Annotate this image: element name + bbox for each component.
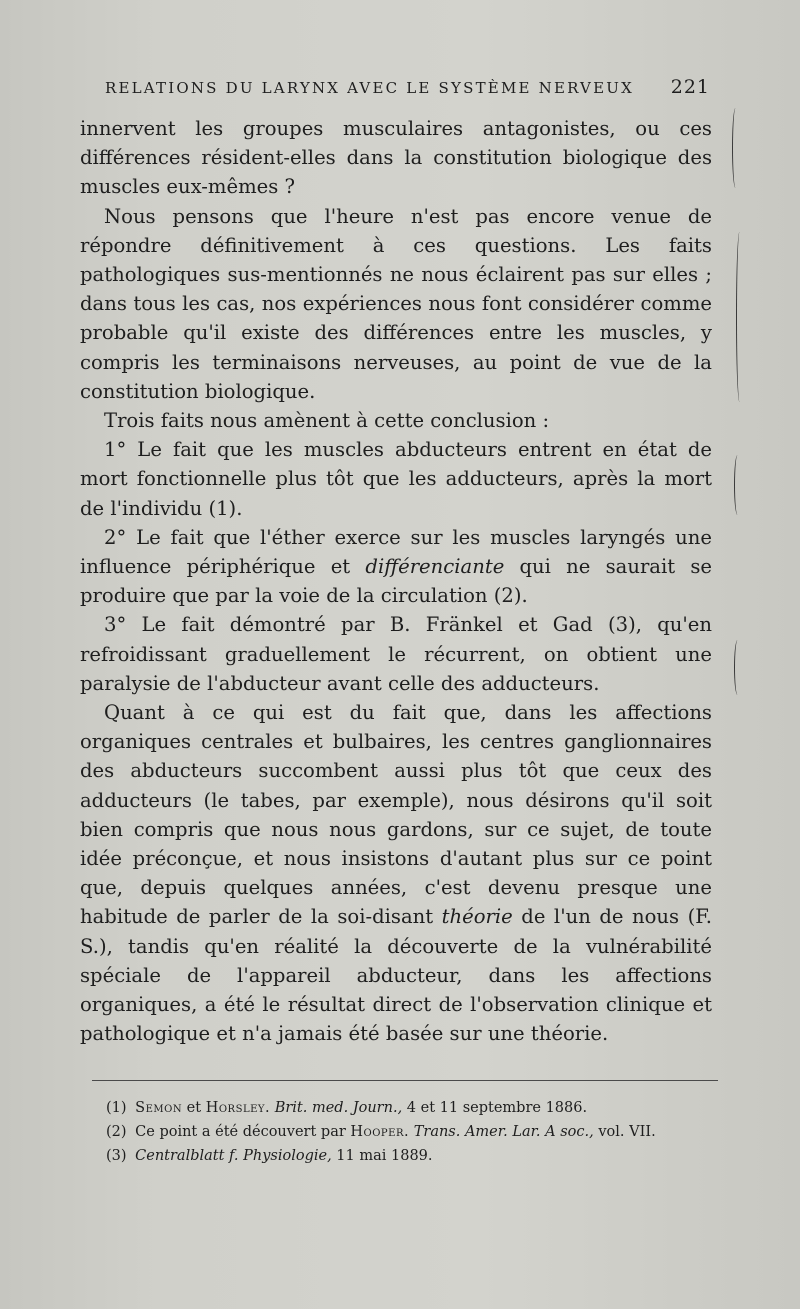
body-text — [80, 114, 712, 1049]
footnote-1-journal: Brit. med. Journ., — [274, 1100, 403, 1116]
footnote-1-author-1: Semon — [135, 1100, 183, 1116]
paragraph-5-italic: différenciante — [365, 555, 505, 579]
paragraph-5-text-a: 2° Le fait que l'éther exerce sur les muscles laryngés une influence périphérique et — [80, 525, 712, 579]
footnotes — [88, 1096, 720, 1168]
running-head: RELATIONS DU LARYNX AVEC LE SYSTÈME NERVEUX — [105, 79, 634, 97]
page-header — [105, 76, 710, 98]
footnote-1 — [88, 1096, 720, 1120]
paragraph-5 — [80, 523, 712, 611]
paragraph-7-text-a: Quant à ce qui est du fait que, dans les affections organiques centrales et bulbaires, les centres ganglionnaires des abducteurs succombent aussi plus tôt que ceux des adducteurs (le tabes, par exemple), nous désirons qu'il soit bien compris que nous nous gardons, sur ce sujet, de toute idée préconçue, et nous insistons d'autant plus sur ce point que, depuis quelques années, c'est devenu presque une habitude de parler de la soi-disant — [80, 701, 712, 929]
footnote-1-number: (1) — [106, 1100, 127, 1116]
paragraph-2: Nous pensons que l'heure n'est pas encore venue de répondre définitivement à ces questions. Les faits pathologiques sus-mentionnés ne nous éclairent pas sur elles ; dans tous les cas, nos expériences nous font considérer comme probable qu'il existe des différences entre les muscles, y compris les terminaisons nerveuses, au point de vue de la constitution biologique. — [80, 204, 712, 403]
margin-pencil-mark — [736, 232, 743, 402]
margin-pencil-mark — [734, 640, 741, 695]
footnote-1-connector: et — [182, 1100, 206, 1116]
paragraph-7-text-b: de l'un de nous (F. S.), tandis qu'en réalité la découverte de la vulnérabilité spéciale de l'appareil abducteur, dans les affections organiques, a été le résultat direct de l'observation clinique et pathologique et n'a jamais été basée sur une théorie. — [80, 905, 712, 1046]
footnote-1-rest: 4 et 11 septembre 1886. — [402, 1100, 588, 1116]
paragraph-1: innervent les groupes musculaires antagonistes, ou ces différences résident-elles dans la constitution biologique des muscles eux-mêmes ? — [80, 117, 712, 199]
paragraph-3: Trois faits nous amènent à cette conclusion : — [104, 409, 550, 433]
paragraph-7 — [80, 698, 712, 1048]
paragraph-7-italic: théorie — [441, 905, 513, 929]
footnote-3-number: (3) — [106, 1148, 127, 1164]
footnote-2-text: Ce point a été découvert par — [135, 1124, 351, 1140]
footnote-3 — [88, 1144, 720, 1168]
footnote-3-rest: 11 mai 1889. — [331, 1148, 433, 1164]
paragraph-5-text-b: qui ne saurait se produire que par la voie de la circulation (2). — [80, 555, 712, 608]
footnote-2-journal: Trans. Amer. Lar. A soc., — [413, 1124, 594, 1140]
margin-pencil-mark — [732, 108, 739, 188]
page-number: 221 — [670, 76, 710, 98]
footnote-1-author-2: Horsley. — [205, 1100, 271, 1116]
footnote-rule — [92, 1080, 718, 1081]
margin-pencil-mark — [734, 455, 741, 515]
footnote-2-rest: vol. VII. — [593, 1124, 656, 1140]
footnote-2-author: Hooper. — [350, 1124, 410, 1140]
footnote-2 — [88, 1120, 720, 1144]
paragraph-6: 3° Le fait démontré par B. Fränkel et Gad (3), qu'en refroidissant graduellement le récurrent, on obtient une paralysie de l'abducteur avant celle des adducteurs. — [80, 613, 712, 695]
footnote-2-number: (2) — [106, 1124, 127, 1140]
paragraph-4: 1° Le fait que les muscles abducteurs entrent en état de mort fonctionnelle plus tôt que les adducteurs, après la mort de l'individu (1). — [80, 438, 712, 520]
footnote-3-journal: Centralblatt f. Physiologie, — [135, 1148, 332, 1164]
